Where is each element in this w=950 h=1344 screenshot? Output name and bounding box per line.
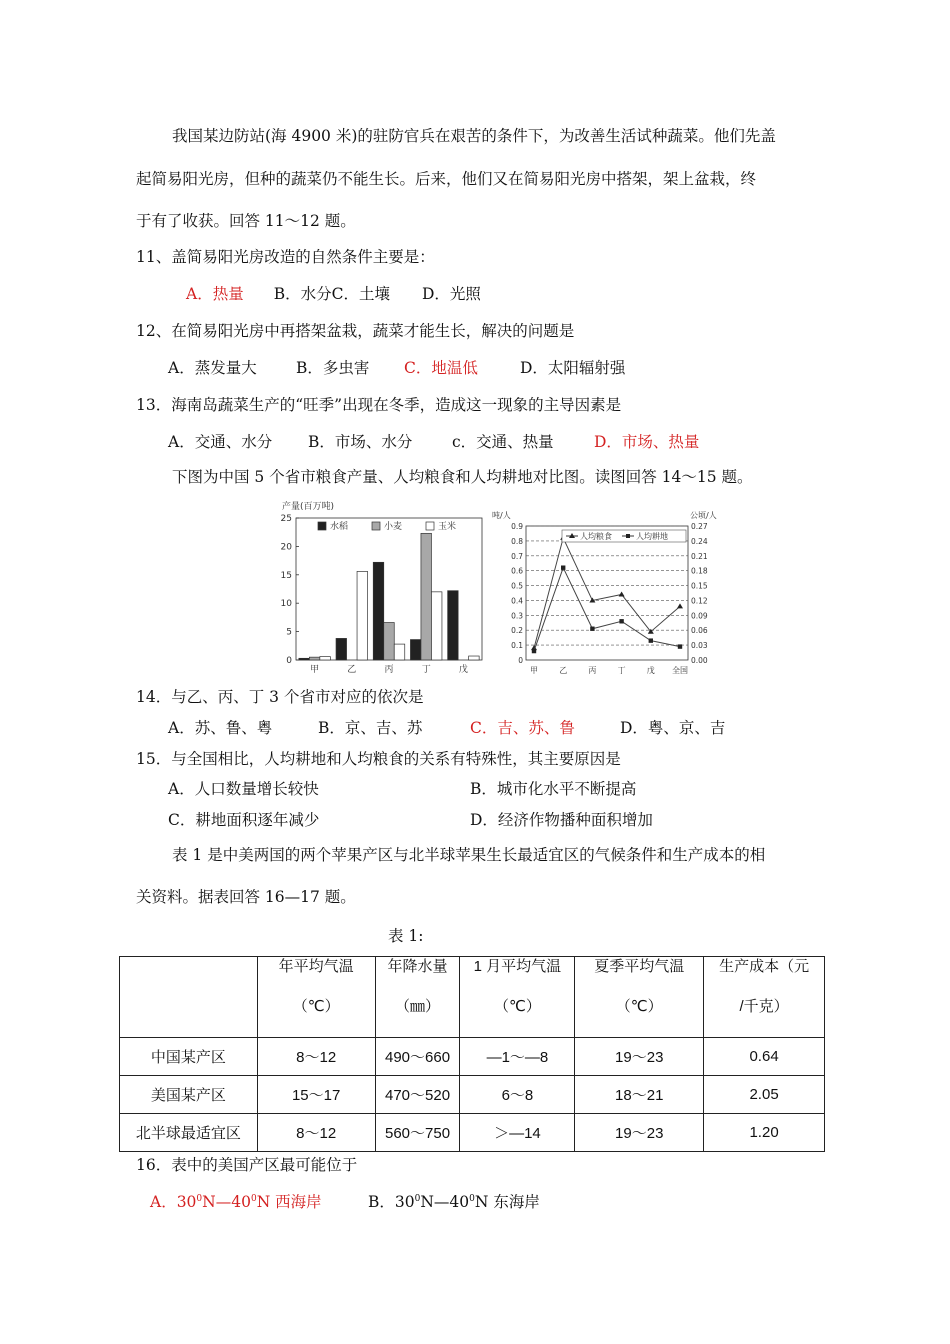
table-header-blank: [120, 957, 258, 1038]
bar: [448, 591, 459, 660]
table-cell: 560～750: [375, 1114, 460, 1152]
bar: [309, 657, 320, 660]
q12-option-b: B．多虫害: [296, 359, 370, 377]
q11-stem: 11、盖简易阳光房改造的自然条件主要是：: [136, 248, 435, 266]
table-intro-line-1: 表 1 是中美两国的两个苹果产区与北半球苹果生长最适宜区的气候条件和生产成本的相: [172, 846, 766, 864]
q12-option-a: A．蒸发量大: [168, 359, 257, 377]
x-tick-label: 戊: [646, 666, 655, 675]
table-cell: 0.64: [704, 1038, 825, 1076]
climate-cost-table: [119, 956, 825, 1152]
q11-option-d: D．光照: [421, 285, 481, 303]
table-header-cell: 年降水量 （㎜）: [375, 957, 460, 1038]
q14-options: [168, 718, 725, 738]
table-cell: 15～17: [257, 1076, 375, 1114]
legend-swatch: [318, 522, 326, 530]
table-header-cell: 年平均气温 （℃）: [257, 957, 375, 1038]
series-line: [534, 568, 680, 651]
right-tick-label: 0.21: [691, 551, 708, 561]
bar: [469, 656, 480, 660]
x-tick-label: 丁: [617, 666, 626, 675]
legend-swatch: [426, 522, 434, 530]
q15-option-b: B．城市化水平不断提高: [470, 780, 637, 798]
point-triangle: [619, 591, 625, 596]
q15-option-d: D．经济作物播种面积增加: [470, 811, 653, 829]
q11-option-b: B．水分: [273, 285, 332, 303]
legend-label: 水稻: [330, 522, 349, 532]
x-tick-label: 全国: [672, 666, 688, 675]
y-tick-label: 15: [280, 570, 292, 581]
left-tick-label: 0.1: [511, 641, 523, 651]
y-axis-label: 产量(百万吨): [282, 502, 335, 512]
left-tick-label: 0.6: [511, 566, 523, 576]
y-tick-label: 0: [286, 656, 292, 666]
q16-option-a: A．$30^0N—40^0N$ 西海岸: [150, 1193, 322, 1211]
x-tick-label: 戊: [458, 665, 468, 675]
x-tick-label: 甲: [530, 666, 538, 675]
right-tick-label: 0.06: [691, 626, 708, 636]
bar: [373, 562, 384, 660]
legend-label: 人均粮食: [580, 532, 612, 541]
x-tick-label: 丙: [384, 665, 394, 675]
point-square: [678, 644, 682, 648]
table-cell: 6～8: [460, 1076, 575, 1114]
y-tick-label: 25: [280, 514, 292, 524]
y-tick-label: 10: [280, 599, 292, 610]
table-cell: 18～21: [575, 1076, 704, 1114]
table-cell: 19～23: [575, 1114, 704, 1152]
right-tick-label: 0.24: [691, 536, 708, 546]
y-tick-label: 5: [286, 627, 292, 638]
q13-stem: 13．海南岛蔬菜生产的“旺季”出现在冬季，造成这一现象的主导因素是: [136, 396, 622, 414]
point-square: [532, 649, 536, 653]
intro-line-2: 起简易阳光房，但种的蔬菜仍不能生长。后来，他们又在简易阳光房中搭架，架上盆栽，终: [136, 170, 757, 188]
q11-option-a: A．热量: [186, 285, 244, 303]
table-cell: 8～12: [257, 1038, 375, 1076]
q14-stem: 14．与乙、丙、丁 3 个省市对应的依次是: [136, 688, 424, 706]
q11-options: [186, 284, 481, 304]
table-caption: 表 1:: [388, 927, 424, 945]
x-tick-label: 甲: [310, 665, 320, 675]
table-cell: 8～12: [257, 1114, 375, 1152]
left-tick-label: 0.2: [511, 626, 523, 636]
bar: [336, 638, 347, 660]
table-header-cell: 夏季平均气温 （℃）: [575, 957, 704, 1038]
bar: [410, 640, 421, 660]
q14-option-a: A．苏、鲁、粤: [168, 719, 273, 737]
q12-options: [168, 358, 625, 378]
q12-stem: 12、在简易阳光房中再搭架盆栽，蔬菜才能生长，解决的问题是: [136, 322, 575, 340]
table-header-cell: 生产成本（元 /千克）: [704, 957, 825, 1038]
legend-label: 小麦: [384, 522, 403, 532]
table-row: [120, 1114, 825, 1152]
x-tick-label: 乙: [559, 666, 568, 675]
left-tick-label: 0.3: [511, 611, 523, 621]
left-tick-label: 0.8: [511, 536, 523, 546]
legend-swatch: [372, 522, 380, 530]
bar: [431, 592, 442, 660]
table-intro-line-2: 关资料。据表回答 16—17 题。: [136, 888, 356, 906]
right-tick-label: 0.27: [691, 522, 708, 531]
table-row-label: 美国某产区: [120, 1076, 258, 1114]
x-tick-label: 丙: [588, 666, 597, 675]
per-capita-line-chart: [492, 508, 722, 680]
q13-option-a: A．交通、水分: [168, 433, 273, 451]
intro-line-3: 于有了收获。回答 11～12 题。: [136, 212, 356, 230]
bar: [384, 623, 395, 660]
bar: [357, 571, 368, 660]
q13-option-d: D．市场、热量: [594, 433, 700, 451]
right-tick-label: 0.00: [691, 656, 708, 665]
q12-option-d: D．太阳辐射强: [520, 359, 626, 377]
right-tick-label: 0.09: [691, 611, 708, 621]
q15-option-a: A．人口数量增长较快: [168, 780, 319, 798]
q13-option-c: c．交通、热量: [452, 433, 554, 451]
right-axis-label: 公顷/人: [690, 511, 717, 520]
grain-production-bar-chart: [276, 498, 486, 680]
chart-intro: 下图为中国 5 个省市粮食产量、人均粮食和人均耕地对比图。读图回答 14～15 题。: [172, 468, 753, 486]
x-tick-label: 乙: [347, 665, 357, 675]
table-row: [120, 1076, 825, 1114]
x-tick-label: 丁: [421, 665, 431, 675]
table-cell: 470～520: [375, 1076, 460, 1114]
table-header-row: [120, 957, 825, 1038]
table-row: [120, 1038, 825, 1076]
left-tick-label: 0: [518, 656, 523, 665]
y-tick-label: 20: [280, 542, 292, 553]
legend-label: 玉米: [438, 522, 457, 532]
q12-option-c: C．地温低: [404, 359, 478, 377]
bar: [394, 644, 405, 660]
table-cell: —1～—8: [460, 1038, 575, 1076]
q11-option-c: C．土壤: [331, 285, 390, 303]
q14-option-c: C．吉、苏、鲁: [470, 719, 575, 737]
plot-frame: [526, 526, 688, 660]
left-axis-label: 吨/人: [492, 511, 511, 520]
table-cell: 1.20: [704, 1114, 825, 1152]
bar: [299, 658, 310, 660]
point-square: [619, 619, 623, 623]
right-tick-label: 0.12: [691, 596, 708, 606]
bar: [421, 533, 432, 660]
bar: [320, 657, 331, 660]
q16-stem: 16．表中的美国产区最可能位于: [136, 1156, 358, 1174]
table-cell: 19～23: [575, 1038, 704, 1076]
q15-stem: 15．与全国相比，人均耕地和人均粮食的关系有特殊性，其主要原因是: [136, 750, 621, 768]
left-tick-label: 0.7: [511, 551, 523, 561]
table-cell: ＞—14: [460, 1114, 575, 1152]
point-square: [649, 638, 653, 642]
legend-label: 人均耕地: [636, 532, 668, 541]
series-line: [534, 538, 680, 648]
intro-line-1: 我国某边防站(海 4900 米)的驻防官兵在艰苦的条件下，为改善生活试种蔬菜。他们先盖: [172, 127, 776, 145]
left-tick-label: 0.9: [511, 522, 523, 531]
table-row-label: 中国某产区: [120, 1038, 258, 1076]
point-square: [561, 565, 565, 569]
q13-options: [168, 432, 699, 452]
right-tick-label: 0.15: [691, 581, 708, 591]
right-tick-label: 0.18: [691, 566, 708, 576]
left-tick-label: 0.5: [511, 581, 523, 591]
right-tick-label: 0.03: [691, 641, 708, 651]
table-cell: 2.05: [704, 1076, 825, 1114]
legend-square: [626, 534, 630, 538]
point-square: [590, 627, 594, 631]
point-triangle: [677, 603, 683, 608]
q13-option-b: B．市场、水分: [308, 433, 413, 451]
q14-option-b: B．京、吉、苏: [318, 719, 423, 737]
q15-option-c: C．耕地面积逐年减少: [168, 811, 320, 829]
table-row-label: 北半球最适宜区: [120, 1114, 258, 1152]
q16-option-b: B．$30^0N—40^0N$ 东海岸: [368, 1193, 540, 1211]
table-cell: 490～660: [375, 1038, 460, 1076]
q14-option-d: D．粤、京、吉: [620, 719, 726, 737]
left-tick-label: 0.4: [511, 596, 523, 606]
table-header-cell: 1 月平均气温 （℃）: [460, 957, 575, 1038]
